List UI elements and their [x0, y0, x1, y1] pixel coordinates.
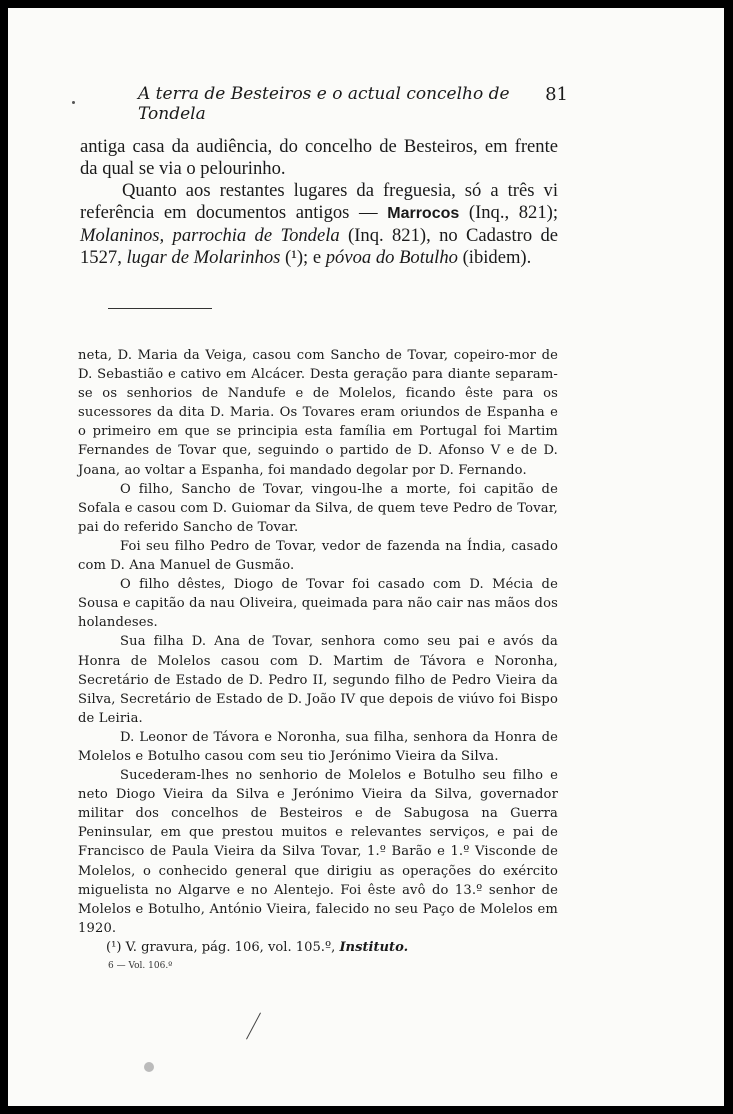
note-paragraph: neta, D. Maria da Veiga, casou com Sancho de Tovar, copeiro-mor de D. Sebastião e cativo em Alcácer. Desta geração para diante separam-se os senhorios de Nandufe e de Molelos, ficando êste para os sucessores da dita D. Maria. Os Tovares eram oriundos de Espanha e o primeiro em que se principia esta família em Portugal foi Martim Fernandes de Tovar que, seguindo o partido de D. Afonso V e de D. Joana, ao voltar a Espanha, foi mandado degolar por D. Fernando.	[78, 348, 558, 478]
printer-signature: 6 — Vol. 106.º	[108, 961, 173, 971]
page-number: 81	[545, 84, 568, 105]
main-text	[80, 136, 558, 269]
footnote	[106, 940, 566, 955]
italic-citation-2: lugar de Molarinhos	[126, 247, 281, 268]
footnote-text: V. gravura, pág. 106, vol. 105.º,	[121, 940, 340, 955]
paragraph-2-part-d: (¹); e	[280, 247, 326, 268]
paragraph-2-part-b: (Inq., 821);	[459, 202, 559, 223]
footnote-source: Instituto.	[339, 940, 409, 955]
place-name-bold: Marrocos	[387, 205, 460, 222]
footnote-marker: (¹)	[106, 940, 122, 955]
paragraph-2-part-e: (ibidem).	[457, 247, 532, 268]
paragraph-2-part-a: Quanto aos restantes lugares da freguesia, só a três vi referência em documentos antigos —	[80, 180, 558, 223]
paragraph-2	[80, 180, 558, 269]
paragraph-2-part-c: (Inq. 821), no Cadastro de 1527,	[80, 225, 559, 268]
page	[8, 8, 724, 1106]
note-paragraph: Foi seu filho Pedro de Tovar, vedor de fazenda na Índia, casado com D. Ana Manuel de Gusmão.	[78, 538, 558, 574]
running-title: A terra de Besteiros e o actual concelho de Tondela	[138, 84, 510, 124]
paragraph-1: antiga casa da audiência, do concelho de Besteiros, em frente da qual se via o pelourinho.	[80, 136, 558, 179]
note-paragraph: Sucederam-lhes no senhorio de Molelos e Botulho seu filho e neto Diogo Vieira da Silva e Jerónimo Vieira da Silva, governador militar dos concelhos de Besteiros e de Sabugosa na Guerra Peninsular, em que prestou muitos e relevantes serviços, e pai de Francisco de Paula Vieira da Silva Tovar, 1.º Barão e 1.º Visconde de Molelos, o conhecido general que dirigiu as operações do exército miguelista no Algarve e no Alentejo. Foi êste avô do 13.º senhor de Molelos e Botulho, António Vieira, falecido no seu Paço de Molelos em 1920.	[78, 768, 558, 936]
note-paragraph: D. Leonor de Távora e Noronha, sua filha, senhora da Honra de Molelos e Botulho casou com seu tio Jerónimo Vieira da Silva.	[78, 729, 558, 764]
note-paragraph: O filho dêstes, Diogo de Tovar foi casado com D. Mécia de Sousa e capitão da nau Oliveira, queimada para não cair nas mãos dos holandeses.	[78, 577, 558, 631]
pen-mark	[246, 1013, 261, 1040]
italic-citation-3: póvoa do Botulho	[325, 247, 458, 268]
separator-rule	[108, 308, 212, 309]
note-paragraph: O filho, Sancho de Tovar, vingou-lhe a morte, foi capitão de Sofala e casou com D. Guiomar da Silva, de quem teve Pedro de Tovar, pai do referido Sancho de Tovar.	[78, 481, 558, 535]
note-paragraph: Sua filha D. Ana de Tovar, senhora como seu pai e avós da Honra de Molelos casou com D. Martim de Távora e Noronha, Secretário de Estado de D. Pedro II, segundo filho de Pedro Vieira da Silva, Secretário de Estado de D. João IV que depois de viúvo foi Bispo de Leiria.	[78, 634, 558, 726]
italic-citation-1: Molaninos, parrochia de Tondela	[80, 225, 340, 246]
notes-block	[78, 346, 558, 938]
ink-spot	[144, 1062, 154, 1072]
speck-mark	[72, 101, 75, 104]
